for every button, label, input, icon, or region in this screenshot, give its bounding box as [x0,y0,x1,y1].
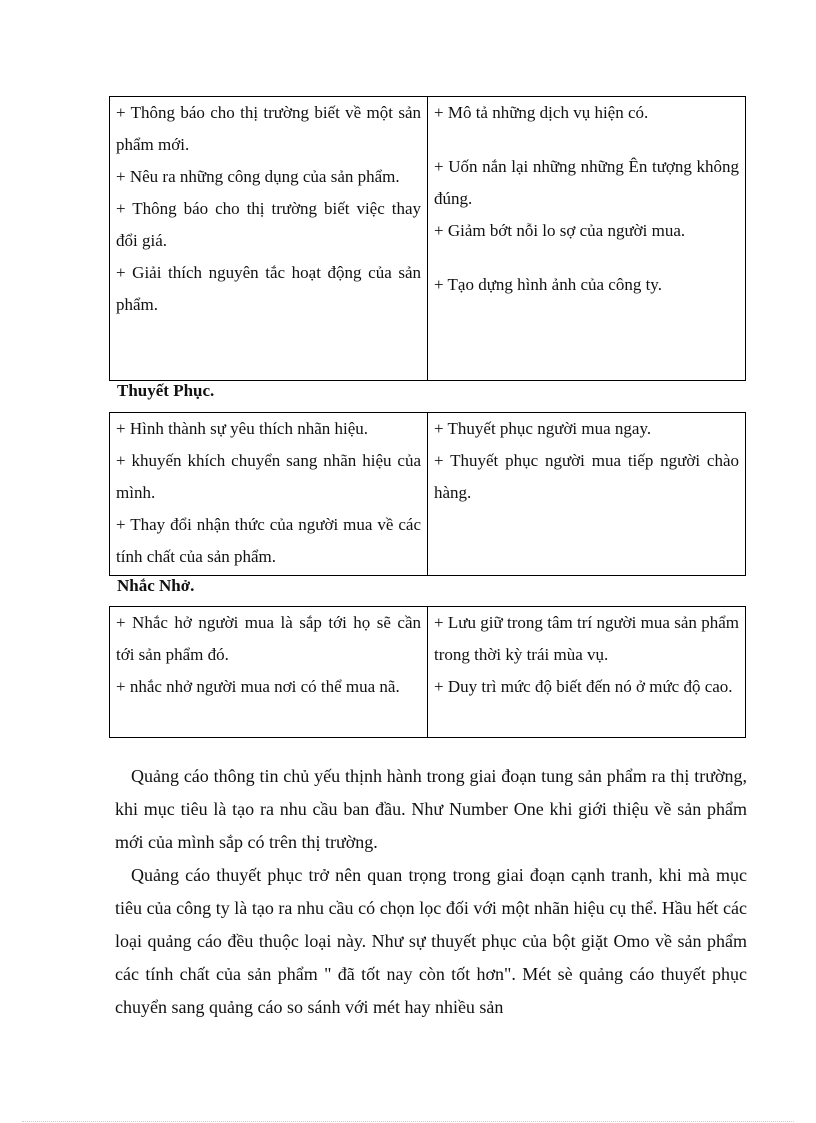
list-item: + Hình thành sự yêu thích nhãn hiệu. [116,419,369,438]
page-bottom-rule [22,1121,794,1122]
section-heading-reminder: Nhắc Nhở. [117,576,195,595]
body-text [115,760,747,1024]
table-cell-right [428,413,746,576]
list-item: + Thông báo cho thị trường biết về một sản phẩm mới. [116,103,421,154]
list-item: + Thông báo cho thị trường biết việc thay đổi giá. [116,199,421,250]
list-item: + Lưu giữ trong tâm trí người mua sản phẩm trong thời kỳ trái mùa vụ. [434,613,739,664]
table-row [110,97,746,381]
section-heading-persuasion: Thuyết Phục. [117,381,215,400]
table-cell-left [110,607,428,738]
list-item: + Thuyết phục người mua tiếp người chào hàng. [434,451,739,502]
table-row [110,607,746,738]
table-row [110,413,746,576]
list-item: + Giải thích nguyên tắc hoạt động của sản phẩm. [116,263,421,314]
paragraph: Quảng cáo thuyết phục trở nên quan trọng trong giai đoạn cạnh tranh, khi mà mục tiêu của công ty là tạo ra nhu cầu có chọn lọc đối với một nhãn hiệu cụ thể. Hầu hết các loại quảng cáo đều thuộc loại này. Như sự thuyết phục của bột giặt Omo về sản phẩm các tính chất của sản phẩm " đã tốt nay còn tốt hơn". Mét sè quảng cáo thuyết phục chuyển sang quảng cáo so sánh với mét hay nhiều sản [115,865,747,1017]
paragraph: Quảng cáo thông tin chủ yếu thịnh hành trong giai đoạn tung sản phẩm ra thị trường, khi mục tiêu là tạo ra nhu cầu ban đầu. Như Number One khi giới thiệu về sản phẩm mới của mình sắp có trên thị trường. [115,766,747,852]
list-item: + Thuyết phục người mua ngay. [434,419,652,438]
table-persuasion [109,412,746,576]
list-item: + Thay đổi nhận thức của người mua về các tính chất của sản phẩm. [116,515,421,566]
table-reminder [109,606,746,738]
list-item: + Mô tả những dịch vụ hiện có. [434,103,649,122]
list-item: + Giảm bớt nỗi lo sợ của người mua. [434,221,686,240]
table-cell-left [110,97,428,381]
list-item: + Uốn nắn lại những những Ên tượng không đúng. [434,157,739,208]
list-item: + Tạo dựng hình ảnh của công ty. [434,275,662,294]
table-cell-right [428,607,746,738]
list-item: + khuyến khích chuyển sang nhãn hiệu của mình. [116,451,421,502]
list-item: + nhắc nhở người mua nơi có thể mua nã. [116,677,400,696]
table-information [109,96,746,381]
list-item: + Nhắc hở người mua là sắp tới họ sẽ cần tới sản phẩm đó. [116,613,421,664]
table-cell-right [428,97,746,381]
table-cell-left [110,413,428,576]
list-item: + Duy trì mức độ biết đến nó ở mức độ cao. [434,677,733,696]
list-item: + Nêu ra những công dụng của sản phẩm. [116,167,400,186]
